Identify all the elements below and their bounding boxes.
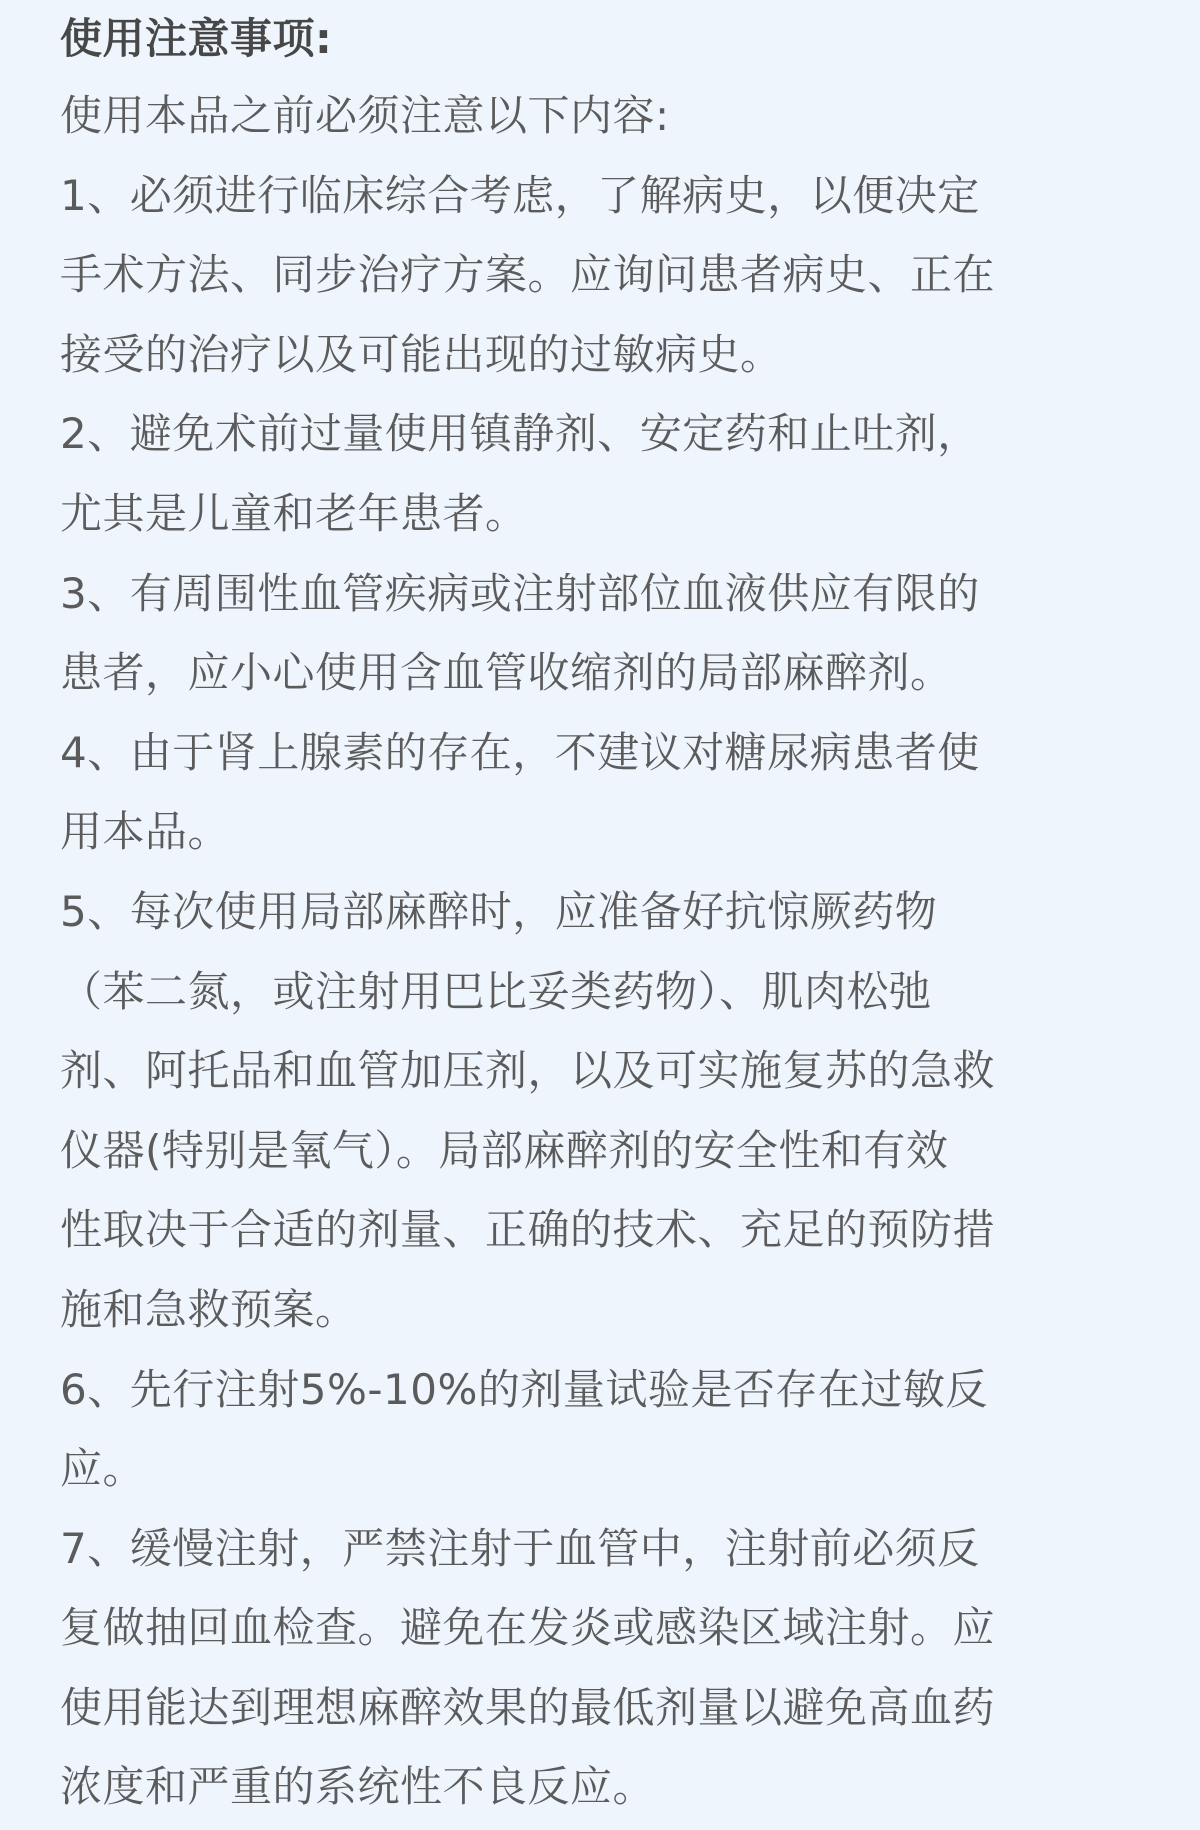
text-line: 用本品。 [60,807,231,857]
text-line: 复做抽回血检查。避免在发炎或感染区域注射。应 [60,1603,996,1653]
text-line: 5、每次使用局部麻醉时，应准备好抗惊厥药物 [60,886,938,936]
text-line: 患者，应小心使用含血管收缩剂的局部麻醉剂。 [60,648,953,698]
text-line: 7、缓慢注射，严禁注射于血管中，注射前必须反 [60,1523,980,1573]
text-line: 性取决于合适的剂量、正确的技术、充足的预防措 [60,1205,996,1255]
text-line: 接受的治疗以及可能出现的过敏病史。 [60,329,783,379]
text-line: 手术方法、同步治疗方案。应询问患者病史、正在 [60,250,996,300]
text-line: 使用能达到理想麻醉效果的最低剂量以避免高血药 [60,1682,996,1732]
text-line: 2、避免术前过量使用镇静剂、安定药和止吐剂， [60,409,980,459]
section-heading: 使用注意事项: [60,14,333,63]
text-line: 剂、阿托品和血管加压剂，以及可实施复苏的急救 [60,1046,996,1096]
text-line: 3、有周围性血管疾病或注射部位血液供应有限的 [60,568,980,618]
text-body [60,76,1140,1827]
text-line: 施和急救预案。 [60,1284,358,1334]
text-line: 浓度和严重的系统性不良反应。 [60,1762,656,1812]
text-line: （苯二氮，或注射用巴比妥类药物）、肌肉松弛 [60,966,932,1016]
text-line: 尤其是儿童和老年患者。 [60,488,528,538]
text-line: 4、由于肾上腺素的存在，不建议对糖尿病患者使 [60,727,980,777]
text-line: 6、先行注射5%-10%的剂量试验是否存在过敏反 [60,1364,988,1414]
text-line: 仪器(特别是氧气）。局部麻醉剂的安全性和有效 [60,1125,949,1175]
text-line: 应。 [60,1444,146,1494]
text-line: 使用本品之前必须注意以下内容: [60,91,670,140]
text-line: 1、必须进行临床综合考虑，了解病史，以便决定 [60,170,980,220]
